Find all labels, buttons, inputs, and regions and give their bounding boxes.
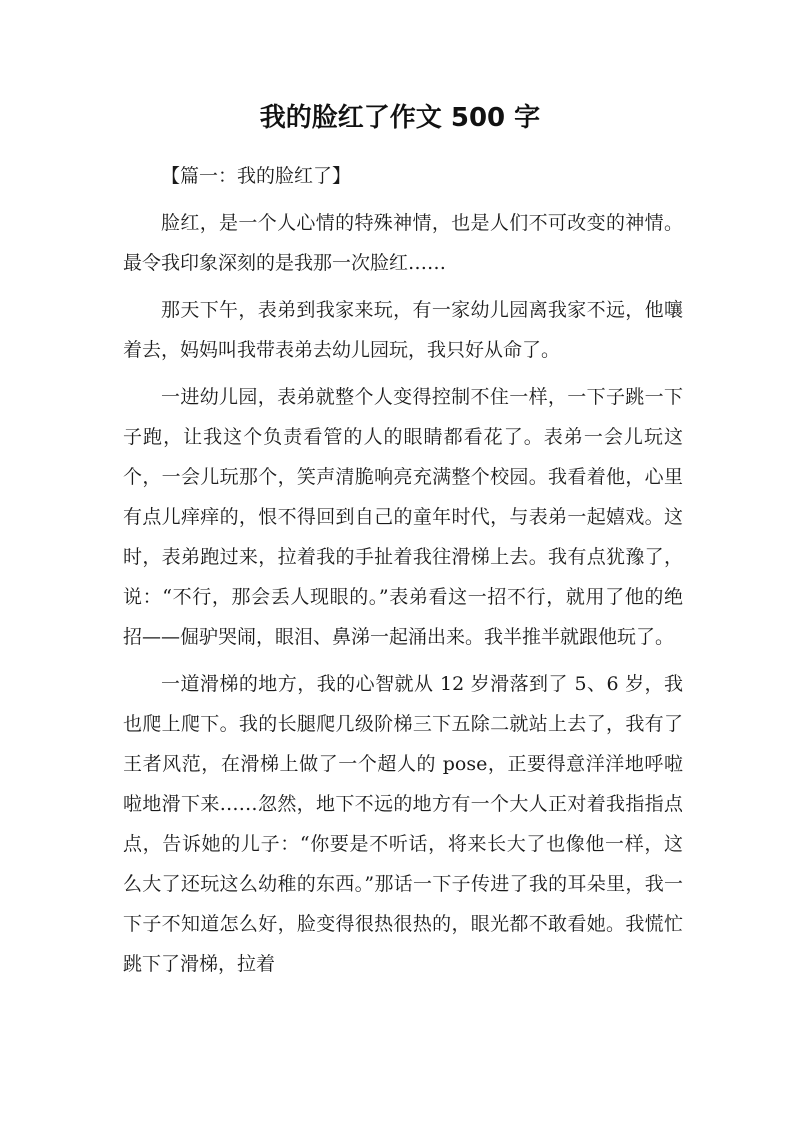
paragraph-4: 一道滑梯的地方，我的心智就从 12 岁滑落到了 5、6 岁，我也爬上爬下。我的长腿爬几级阶梯三下五除二就站上去了，我有了王者风范，在滑梯上做了一个超人的 pose，正要得意洋洋地呼啦啦地滑下来……忽然，地下不远的地方有一个大人正对着我指指点点，告诉她的儿子：“你要是不听话，将来长大了也像他一样，这么大了还玩这么幼稚的东西。”那话一下子传进了我的耳朵里，我一下子不知道怎么好，脸变得很热很热的，眼光都不敢看她。我慌忙跳下了滑梯，拉着 bbox=[123, 673, 683, 975]
paragraph-3: 一进幼儿园，表弟就整个人变得控制不住一样，一下子跳一下子跑，让我这个负责看管的人的眼睛都看花了。表弟一会儿玩这个，一会儿玩那个，笑声清脆响亮充满整个校园。我看着他，心里有点儿痒痒的，恨不得回到自己的童年时代，与表弟一起嬉戏。这时，表弟跑过来，拉着我的手扯着我往滑梯上去。我有点犹豫了，说：“不行，那会丢人现眼的。”表弟看这一招不行，就用了他的绝招——倔驴哭闹，眼泪、鼻涕一起涌出来。我半推半就跟他玩了。 bbox=[123, 386, 683, 648]
document-body bbox=[123, 156, 683, 991]
section-heading: 【篇一：我的脸红了】 bbox=[161, 165, 352, 187]
paragraph-1: 脸红，是一个人心情的特殊神情，也是人们不可改变的神情。最令我印象深刻的是我那一次脸红…… bbox=[123, 212, 683, 274]
paragraph-2: 那天下午，表弟到我家来玩，有一家幼儿园离我家不远，他嚷着去，妈妈叫我带表弟去幼儿园玩，我只好从命了。 bbox=[123, 299, 683, 361]
document-title: 我的脸红了作文 500 字 bbox=[259, 103, 541, 133]
